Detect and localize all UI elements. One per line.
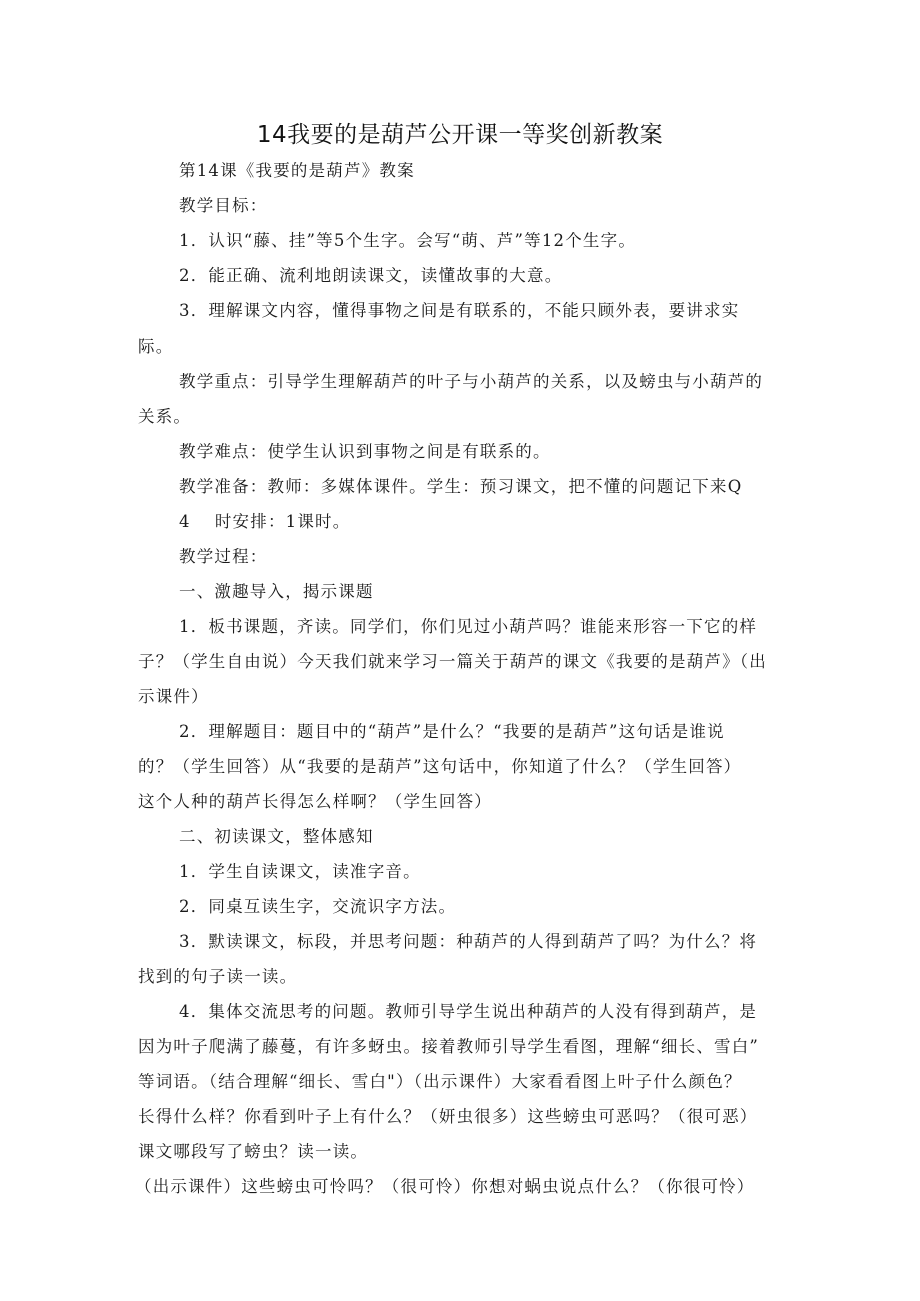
- paragraph-2-3-cont: 找到的句子读一读。: [138, 967, 298, 986]
- goal-item-1: 1．认识“藤、挂”等5个生字。会写“萌、芦”等12个生字。: [179, 231, 637, 250]
- difficult-points: 教学难点：使学生认识到事物之间是有联系的。: [179, 442, 551, 461]
- part-heading-2: 二、初读课文，整体感知: [179, 827, 374, 846]
- section-label-goals: 教学目标：: [179, 196, 268, 215]
- key-points: 教学重点：引导学生理解葫芦的叶子与小葫芦的关系，以及螃虫与小葫芦的: [179, 372, 764, 391]
- preparation: 教学准备：教师：多媒体课件。学生：预习课文，把不懂的问题记下来Q: [179, 477, 743, 496]
- paragraph-2-4-cont: （出示课件）这些螃虫可怜吗？（很可怜）你想对蜗虫说点什么？（你很可怜）: [135, 1177, 755, 1196]
- paragraph-2-1: 1．学生自读课文，读准字音。: [179, 862, 421, 881]
- paragraph-1-1-cont: 示课件）: [138, 687, 209, 706]
- paragraph-2-4-cont: 课文哪段写了螃虫？读一读。: [138, 1142, 369, 1161]
- goal-item-3: 3．理解课文内容，懂得事物之间是有联系的，不能只顾外表，要讲求实: [179, 301, 740, 320]
- paragraph-1-2-cont: 这个人种的葫芦长得怎么样啊？（学生回答）: [138, 792, 492, 811]
- key-points-cont: 关系。: [138, 407, 192, 426]
- paragraph-1-1-cont: 子？（学生自由说）今天我们就来学习一篇关于葫芦的课文《我要的是葫芦》（出: [138, 652, 767, 671]
- goal-item-3-cont: 际。: [138, 337, 174, 356]
- document-title: 14我要的是葫芦公开课一等奖创新教案: [256, 122, 664, 148]
- paragraph-2-4-cont: 等词语。（结合理解“细长、雪白"）（出示课件）大家看看图上叶子什么颜色？: [138, 1072, 742, 1091]
- paragraph-2-4-cont: 长得什么样？你看到叶子上有什么？（妍虫很多）这些螃虫可恶吗？（很可恶）: [138, 1107, 758, 1126]
- goal-item-2: 2．能正确、流利地朗读课文，读懂故事的大意。: [179, 266, 563, 285]
- paragraph-1-2: 2．理解题目：题目中的“葫芦”是什么？“我要的是葫芦”这句话是谁说: [179, 722, 725, 741]
- paragraph-2-2: 2．同桌互读生字，交流识字方法。: [179, 897, 457, 916]
- part-heading-1: 一、激趣导入，揭示课题: [179, 582, 374, 601]
- paragraph-2-4: 4．集体交流思考的问题。教师引导学生说出种葫芦的人没有得到葫芦，是: [179, 1002, 758, 1021]
- paragraph-2-4-cont: 因为叶子爬满了藤蔓，有许多蚜虫。接着教师引导学生看图，理解“细长、雪白”: [138, 1037, 760, 1056]
- lesson-heading: 第14课《我要的是葫芦》教案: [179, 161, 415, 180]
- paragraph-2-3: 3．默读课文，标段，并思考问题：种葫芦的人得到葫芦了吗？为什么？将: [179, 932, 758, 951]
- section-label-process: 教学过程：: [179, 547, 268, 566]
- time-arrangement: 4 时安排：1课时。: [179, 512, 351, 531]
- paragraph-1-2-cont: 的？（学生回答）从“我要的是葫芦”这句话中，你知道了什么？（学生回答）: [138, 757, 742, 776]
- paragraph-1-1: 1．板书课题，齐读。同学们，你们见过小葫芦吗？谁能来形容一下它的样: [179, 617, 758, 636]
